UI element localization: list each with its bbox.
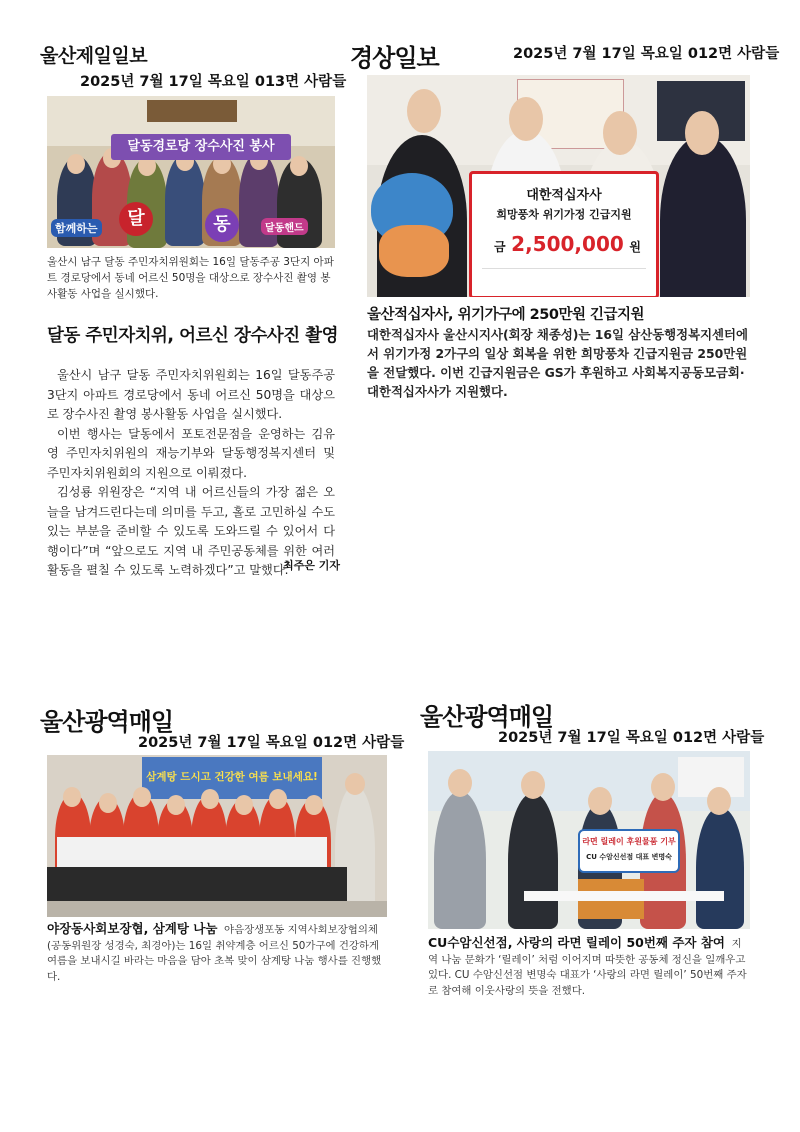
donation-sign bbox=[469, 171, 659, 297]
sign-title: 대한적십자사 bbox=[526, 188, 602, 203]
article-headline: 울산적십자사, 위기가구에 250만원 긴급지원 bbox=[367, 307, 645, 323]
article-paragraph: 이번 행사는 달동에서 포토전문점을 운영하는 김유영 주민자치위원의 재능기부와 달동행정복지센터 및 주민자치위원회의 지원으로 이뤄졌다. bbox=[47, 426, 335, 480]
publication-name: 울산광역매일 bbox=[40, 708, 174, 736]
byline: 최주은 기자 bbox=[283, 559, 340, 572]
photo-sign: 달동핸드 bbox=[261, 218, 308, 235]
publication-name: 울산광역매일 bbox=[420, 703, 554, 731]
sign-amount: 2,500,000 bbox=[511, 232, 624, 256]
photo-caption bbox=[47, 921, 387, 985]
sign-amount-prefix: 금 bbox=[494, 240, 506, 254]
sign-amount-line bbox=[494, 232, 641, 256]
photo-sign: 동 bbox=[205, 208, 239, 242]
photo-banner: 달동경로당 장수사진 봉사 bbox=[111, 134, 291, 160]
publication-date: 2025년 7월 17일 목요일 012면 사람들 bbox=[513, 46, 780, 62]
sign-subtitle: 희망풍차 위기가정 긴급지원 bbox=[496, 208, 632, 221]
caption-body: 야음장생포동 지역사회보장협의체(공동위원장 성경숙, 최경아)는 16일 취약계층 어르신 50가구에 건강하게 여름을 보내시길 바라는 마음을 담아 초복 맞이 삼계탕 나눔 행사를 진행했다. bbox=[47, 924, 382, 983]
publication-date: 2025년 7월 17일 목요일 013면 사람들 bbox=[80, 74, 347, 90]
publication-name: 경상일보 bbox=[350, 44, 439, 72]
caption-title: CU수암신선점, 사랑의 라면 릴레이 50번째 주자 참여 bbox=[428, 935, 726, 950]
article-photo bbox=[367, 75, 750, 297]
photo-caption bbox=[428, 935, 750, 999]
photo-banner: 삼계탕 드시고 건강한 여름 보내세요! bbox=[146, 771, 318, 783]
article-photo bbox=[428, 751, 750, 929]
photo-sign: 함께하는 bbox=[51, 219, 102, 237]
article-photo bbox=[47, 755, 387, 917]
caption-body: 지역 나눔 문화가 ‘릴레이’ 처럼 이어지며 따뜻한 공동체 정신을 일깨우고 있다. CU 수암신선점 변명숙 대표가 ‘사랑의 라면 릴레이’ 50번째 주자로 참여해 이웃사랑의 뜻을 전했다. bbox=[428, 938, 747, 997]
photo-sign: 달 bbox=[119, 202, 153, 236]
photo-sign: 라면 릴레이 후원물품 기부 bbox=[582, 837, 676, 846]
article-paragraph: 울산시 남구 달동 주민자치위원회는 16일 달동주공 3단지 아파트 경로당에서 동네 어르신 50명을 대상으로 장수사진 촬영 봉사활동 사업을 실시했다. bbox=[47, 368, 335, 421]
publication-name: 울산제일일보 bbox=[40, 45, 148, 67]
article-headline: 달동 주민자치위, 어르신 장수사진 촬영 bbox=[47, 326, 338, 346]
article-photo bbox=[47, 96, 335, 248]
caption-title: 야장동사회보장협, 삼계탕 나눔 bbox=[47, 921, 218, 936]
sign-amount-suffix: 원 bbox=[629, 240, 641, 254]
publication-date: 2025년 7월 17일 목요일 012면 사람들 bbox=[498, 730, 765, 746]
article-body: 대한적십자사 울산시지사(회장 채종성)는 16일 삼산동행정복지센터에서 위기가정 2가구의 일상 회복을 위한 희망풍차 긴급지원금 250만원을 전달했다. 이번 긴급지원금은 GS가 후원하고 사회복지공동모금회·대한적십자사가 지원했다. bbox=[367, 327, 748, 399]
photo-caption: 울산시 남구 달동 주민자치위원회는 16일 달동주공 3단지 아파트 경로당에서 동네 어르신 50명을 대상으로 장수사진 촬영 봉사활동 사업을 실시했다. bbox=[47, 256, 334, 300]
photo-sign: CU 수암신선점 대표 변명숙 bbox=[586, 853, 672, 861]
article-body bbox=[47, 366, 335, 581]
article-paragraph: 김성룡 위원장은 “지역 내 어르신들의 가장 젊은 오늘을 남겨드린다는데 의미를 두고, 홀로 고민하실 수도 있는 부분을 준비할 수 있도록 도와드릴 수 있어서 다행이다”며 “앞으로도 지역 내 주민공동체를 위한 여러 활동을 펼칠 수 있도록 노력하겠다”고 말했다. bbox=[47, 485, 335, 577]
publication-date: 2025년 7월 17일 목요일 012면 사람들 bbox=[138, 735, 405, 751]
